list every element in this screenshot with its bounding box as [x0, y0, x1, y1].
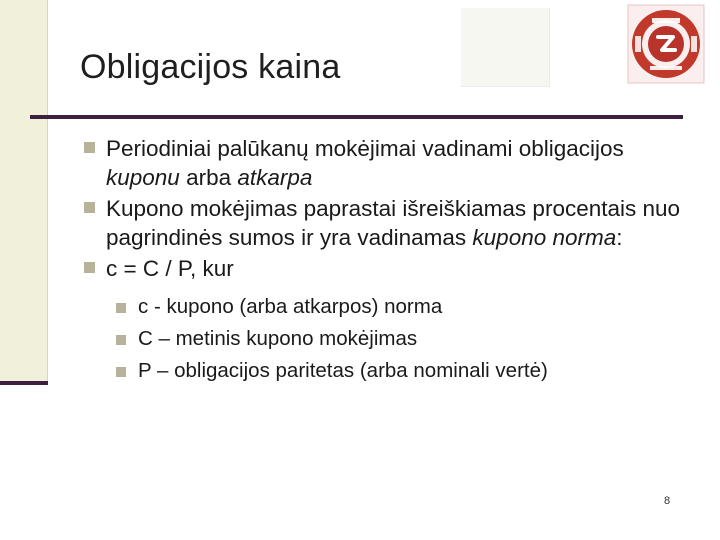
bullet-text-suffix: : [616, 225, 623, 250]
term-atkarpa: atkarpa [237, 165, 313, 190]
sub-bullet-square-icon [116, 367, 126, 377]
university-seal-logo [627, 4, 705, 84]
formula-text: c = C / P, kur [106, 256, 234, 281]
page-number: 8 [664, 495, 671, 507]
term-kuponu: kuponu [106, 165, 180, 190]
title-shadow-box [461, 8, 550, 87]
sub-bullet-P [116, 358, 684, 384]
sub-bullet-text: C – metinis kupono mokėjimas [138, 327, 418, 350]
bullet-text: Periodiniai palūkanų mokėjimai vadinami obligacijos [106, 136, 624, 161]
sub-bullet-square-icon [116, 335, 126, 345]
term-kupono-norma: kupono norma [472, 225, 617, 250]
slide-content [84, 134, 684, 390]
title-underline [30, 115, 683, 119]
bullet-coupon-definition [84, 134, 684, 192]
bullet-text-joiner: arba [179, 165, 238, 190]
sub-bullet-text: P – obligacijos paritetas (arba nominali vertė) [138, 359, 548, 382]
sub-bullet-C [116, 326, 684, 352]
slide-title: Obligacijos kaina [80, 48, 341, 86]
bullet-formula [84, 254, 684, 283]
sub-bullet-square-icon [116, 303, 126, 313]
left-band-cap [0, 381, 48, 385]
formula-variables-list [116, 294, 684, 384]
sub-bullet-c [116, 294, 684, 320]
left-decorative-band [0, 0, 48, 382]
bullet-square-icon [84, 142, 95, 153]
bullet-coupon-rate [84, 194, 684, 252]
bullet-text: Kupono mokėjimas paprastai išreiškiamas procentais nuo pagrindinės sumos ir yra vadinamas [106, 196, 681, 250]
bullet-square-icon [84, 262, 95, 273]
bullet-square-icon [84, 202, 95, 213]
sub-bullet-text: c - kupono (arba atkarpos) norma [138, 295, 443, 318]
